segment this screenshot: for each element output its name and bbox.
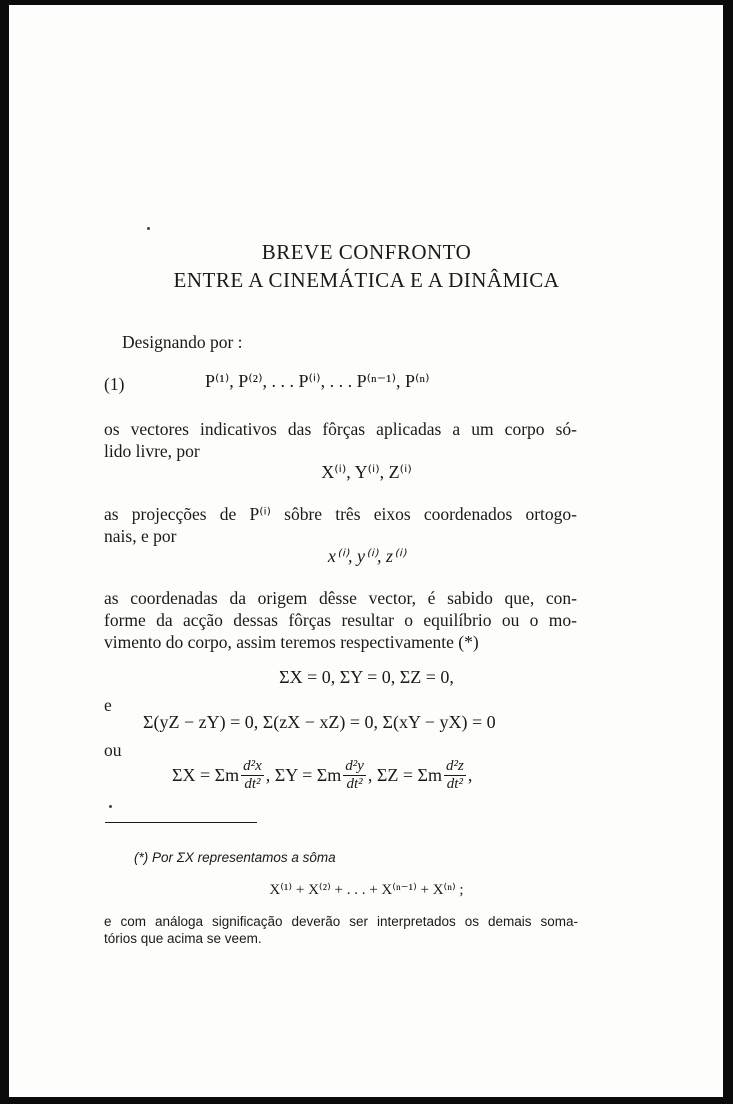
page-title-line-1: BREVE CONFRONTO bbox=[261, 240, 472, 264]
intro-text: Designando por : bbox=[122, 332, 243, 352]
paragraph-3-line-1: as coordenadas da origem dêsse vector, é sabido que, con- bbox=[104, 588, 577, 608]
equation-1: P⁽¹⁾, P⁽²⁾, . . . P⁽ⁱ⁾, . . . P⁽ⁿ⁻¹⁾, P⁽ⁿ⁾ bbox=[205, 371, 430, 391]
footnote-divider bbox=[105, 822, 257, 823]
footnote-sum-expression: X⁽¹⁾ + X⁽²⁾ + . . . + X⁽ⁿ⁻¹⁾ + X⁽ⁿ⁾ ; bbox=[269, 882, 464, 898]
fraction-y-denominator: dt² bbox=[346, 776, 363, 792]
fraction-x-numerator: d²x bbox=[243, 758, 262, 774]
paragraph-2-line-2: nais, e por bbox=[104, 526, 177, 546]
footnote-line-2: e com análoga significação deverão ser interpretados os demais soma- bbox=[104, 914, 578, 929]
paragraph-3-line-3: vimento do corpo, assim teremos respectivamente (*) bbox=[104, 632, 479, 652]
equation-1-label: (1) bbox=[104, 374, 125, 394]
paragraph-1-line-2: lido livre, por bbox=[104, 441, 200, 461]
footnote-line-3: tórios que acima se veem. bbox=[104, 931, 262, 946]
motion-x-lhs: ΣX = Σm bbox=[172, 765, 240, 785]
fraction-z-numerator: d²z bbox=[445, 758, 464, 774]
equation-sum-moments: Σ(yZ − zY) = 0, Σ(zX − xZ) = 0, Σ(xY − yX) = 0 bbox=[143, 712, 496, 732]
page-title-line-2: ENTRE A CINEMÁTICA E A DINÂMICA bbox=[173, 268, 560, 292]
paragraph-1-line-1: os vectores indicativos das fôrças aplicadas a um corpo só- bbox=[104, 419, 577, 439]
conjunction-e: e bbox=[104, 695, 112, 715]
equation-sum-forces: ΣX = 0, ΣY = 0, ΣZ = 0, bbox=[279, 667, 454, 687]
paragraph-2-line-1: as projecções de P⁽ⁱ⁾ sôbre três eixos coordenados ortogo- bbox=[104, 504, 577, 524]
equation-of-motion bbox=[172, 758, 472, 793]
footnote-line-1: (*) Por ΣX representamos a sôma bbox=[134, 850, 336, 865]
fraction-y-numerator: d²y bbox=[345, 758, 364, 774]
equation-projections: X⁽ⁱ⁾, Y⁽ⁱ⁾, Z⁽ⁱ⁾ bbox=[321, 462, 412, 482]
equation-coordinates: x⁽ⁱ⁾, y⁽ⁱ⁾, z⁽ⁱ⁾ bbox=[327, 546, 406, 566]
paragraph-3-line-2: forme da acção dessas fôrças resultar o equilíbrio ou o mo- bbox=[104, 610, 577, 630]
print-speck bbox=[147, 227, 150, 230]
print-speck bbox=[109, 805, 112, 808]
motion-y-lhs: , ΣY = Σm bbox=[265, 765, 342, 785]
fraction-x-denominator: dt² bbox=[244, 776, 261, 792]
motion-end: , bbox=[467, 765, 473, 785]
fraction-x bbox=[241, 758, 264, 793]
fraction-z-denominator: dt² bbox=[446, 776, 463, 792]
fraction-y bbox=[343, 758, 366, 793]
motion-z-lhs: , ΣZ = Σm bbox=[367, 765, 442, 785]
conjunction-ou: ou bbox=[104, 740, 122, 760]
fraction-z bbox=[444, 758, 466, 793]
